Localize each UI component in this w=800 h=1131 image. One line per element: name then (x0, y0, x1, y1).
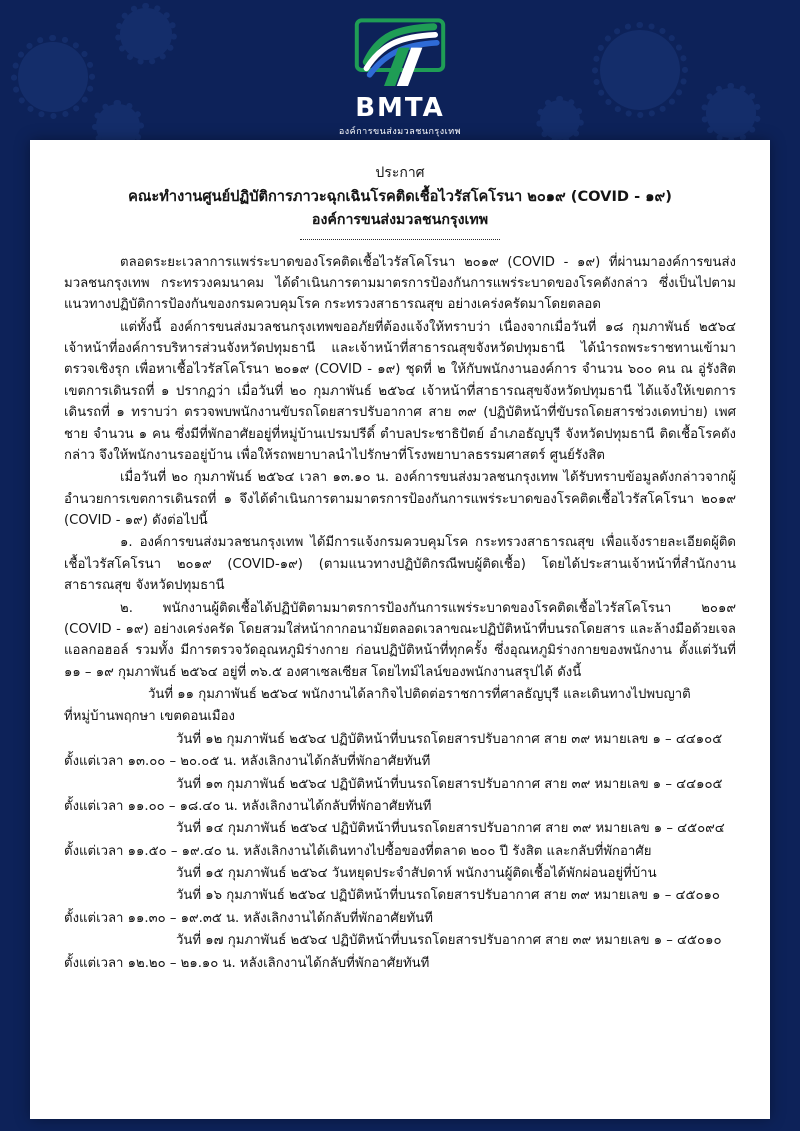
bmta-logo-icon (352, 15, 448, 93)
paragraph: แต่ทั้งนี้ องค์การขนส่งมวลชนกรุงเทพขออภัยที่ต้องแจ้งให้ทราบว่า เนื่องจากเมื่อวันที่ ๑๘ กุมภาพันธ์ ๒๕๖๔ เจ้าหน้าที่องค์การบริหารส่วนจังหวัดปทุมธานี และเจ้าหน้าที่สาธารณสุขจังหวัดปทุมธานี ได้นำรถพระราชทานเข้ามาตรวจเชิงรุก เพื่อหาเชื้อไวรัสโคโรนา ๒๐๑๙ (COVID - ๑๙) ชุดที่ ๒ ให้กับพนักงานองค์การ จำนวน ๖๐๐ คน ณ อู่รังสิต เขตการเดินรถที่ ๑ ปรากฏว่า เมื่อวันที่ ๒๐ กุมภาพันธ์ ๒๕๖๔ เจ้าหน้าที่สาธารณสุขจังหวัดปทุมธานี ได้แจ้งให้เขตการเดินรถที่ ๑ ทราบว่า ตรวจพบพนักงานขับรถโดยสารปรับอากาศ สาย ๓๙ (ปฏิบัติหน้าที่ขับรถโดยสารช่วงเดทบ่าย) เพศชาย จำนวน ๑ คน ซึ่งมีที่พักอาศัยอยู่ที่หมู่บ้านเปรมปรีดิ์ ตำบลประชาธิปัตย์ อำเภอธัญบุรี จังหวัดปทุมธานี ติดเชื้อโรคดังกล่าว จึงให้พนักงานรออยู่บ้าน เพื่อให้รถพยาบาลนำไปรักษาที่โรงพยาบาลธรรมศาสตร์ ศูนย์รังสิต (64, 319, 736, 463)
timeline-entry-cont: ที่หมู่บ้านพฤกษา เขตดอนเมือง (64, 709, 235, 725)
timeline-entry-cont: ตั้งแต่เวลา ๑๒.๒๐ – ๒๑.๑๐ น. หลังเลิกงานได้กลับที่พักอาศัยทันที (64, 955, 430, 971)
paragraph: เมื่อวันที่ ๒๐ กุมภาพันธ์ ๒๕๖๔ เวลา ๑๓.๑๐ น. องค์การขนส่งมวลชนกรุงเทพ ได้รับทราบข้อมูลดังกล่าวจากผู้อำนวยการเขตการเดินรถที่ ๑ จึงได้ดำเนินการตามมาตรการป้องกันการแพร่ระบาดของโรคติดเชื้อไวรัสโคโรนา ๒๐๑๙ (COVID - ๑๙) ดังต่อไปนี้ (64, 470, 736, 529)
document-title: คณะทำงานศูนย์ปฏิบัติการภาวะฉุกเฉินโรคติดเชื้อไวรัสโคโรนา ๒๐๑๙ (COVID - ๑๙) (128, 187, 672, 205)
paragraph: ๒. พนักงานผู้ติดเชื้อได้ปฏิบัติตามมาตรการป้องกันการแพร่ระบาดของโรคติดเชื้อไวรัสโคโรนา ๒๐๑๙ (COVID - ๑๙) อย่างเคร่งครัด โดยสวมใส่หน้ากากอนามัยตลอดเวลาขณะปฏิบัติหน้าที่บนรถโดยสาร และล้างมือด้วยเจลแอลกอฮอล์ รวมทั้ง มีการตรวจวัดอุณหภูมิร่างกาย ก่อนปฏิบัติหน้าที่ทุกครั้ง ซึ่งอุณหภูมิร่างกายของพนักงาน ตั้งแต่วันที่ ๑๑ – ๑๙ กุมภาพันธ์ ๒๕๖๔ อยู่ที่ ๓๖.๕ องศาเซลเซียส โดยไทม์ไลน์ของพนักงานสรุปได้ ดังนี้ (64, 600, 736, 680)
document-org: องค์การขนส่งมวลชนกรุงเทพ (311, 211, 489, 228)
brand-name: BMTA (355, 92, 445, 123)
virus-decor-6 (540, 100, 580, 140)
paragraph: ๑. องค์การขนส่งมวลชนกรุงเทพ ได้มีการแจ้งกรมควบคุมโรค กระทรวงสาธารณสุข เพื่อแจ้งรายละเอียดผู้ติดเชื้อไวรัสโคโรนา ๒๐๑๙ (COVID-๑๙) (ตามแนวทางปฏิบัติกรณีพบผู้ติดเชื้อ) โดยได้ประสานเจ้าหน้าที่สำนักงานสาธารณสุข จังหวัดปทุมธานี (64, 535, 736, 594)
brand-subtitle: องค์การขนส่งมวลชนกรุงเทพ (338, 126, 462, 137)
bmta-logo (339, 15, 461, 138)
document-sheet (30, 140, 770, 1119)
title-divider (300, 239, 500, 240)
paragraph: ตลอดระยะเวลาการแพร่ระบาดของโรคติดเชื้อไวรัสโคโรนา ๒๐๑๙ (COVID - ๑๙) ที่ผ่านมาองค์การขนส่งมวลชนกรุงเทพ กระทรวงคมนาคม ได้ดำเนินการตามมาตรการป้องกันการแพร่ระบาดของโรคดังกล่าว ซึ่งเป็นไปตามแนวทางปฏิบัติการป้องกันของกรมควบคุมโรค กระทรวงสาธารณสุข อย่างเคร่งครัดมาโดยตลอด (64, 254, 736, 313)
virus-decor-4 (600, 30, 680, 110)
virus-decor-5 (706, 88, 756, 138)
timeline-entry: วันที่ ๑๑ กุมภาพันธ์ ๒๕๖๔ พนักงานได้ลากิจไปติดต่อราชการที่ศาลธัญบุรี และเดินทางไปพบญาติ (148, 687, 691, 703)
timeline-entry: วันที่ ๑๖ กุมภาพันธ์ ๒๕๖๔ ปฏิบัติหน้าที่บนรถโดยสารปรับอากาศ สาย ๓๙ หมายเลข ๑ – ๔๕๐๑๐ (176, 888, 720, 904)
timeline-entry: วันที่ ๑๔ กุมภาพันธ์ ๒๕๖๔ ปฏิบัติหน้าที่บนรถโดยสารปรับอากาศ สาย ๓๙ หมายเลข ๑ – ๔๕๐๙๔ (176, 821, 725, 837)
timeline-entry: วันที่ ๑๓ กุมภาพันธ์ ๒๕๖๔ ปฏิบัติหน้าที่บนรถโดยสารปรับอากาศ สาย ๓๙ หมายเลข ๑ – ๔๔๑๐๕ (176, 776, 723, 792)
timeline-entry: วันที่ ๑๕ กุมภาพันธ์ ๒๕๖๔ วันหยุดประจำสัปดาห์ พนักงานผู้ติดเชื้อได้พักผ่อนอยู่ที่บ้าน (176, 866, 657, 882)
timeline-entry-cont: ตั้งแต่เวลา ๑๑.๓๐ – ๑๙.๓๕ น. หลังเลิกงานได้กลับที่พักอาศัยทันที (64, 910, 433, 926)
virus-decor-2 (120, 8, 172, 60)
virus-decor-1 (18, 42, 88, 112)
document-body (64, 162, 736, 974)
timeline-entry-cont: ตั้งแต่เวลา ๑๑.๕๐ – ๑๙.๔๐ น. หลังเลิกงานได้เดินทางไปซื้อของที่ตลาด ๒๐๐ ปี รังสิต และกลับที่พักอาศัย (64, 843, 652, 859)
timeline-entry: วันที่ ๑๗ กุมภาพันธ์ ๒๕๖๔ ปฏิบัติหน้าที่บนรถโดยสารปรับอากาศ สาย ๓๙ หมายเลข ๑ – ๔๕๐๑๐ (176, 933, 722, 949)
page-header (0, 0, 800, 152)
timeline-entry: วันที่ ๑๒ กุมภาพันธ์ ๒๕๖๔ ปฏิบัติหน้าที่บนรถโดยสารปรับอากาศ สาย ๓๙ หมายเลข ๑ – ๔๔๑๐๕ (176, 731, 723, 747)
timeline-entry-cont: ตั้งแต่เวลา ๑๓.๐๐ – ๒๐.๐๕ น. หลังเลิกงานได้กลับที่พักอาศัยทันที (64, 754, 431, 770)
timeline-entry-cont: ตั้งแต่เวลา ๑๑.๐๐ – ๑๘.๔๐ น. หลังเลิกงานได้กลับที่พักอาศัยทันที (64, 798, 432, 814)
announce-label: ประกาศ (375, 165, 425, 181)
